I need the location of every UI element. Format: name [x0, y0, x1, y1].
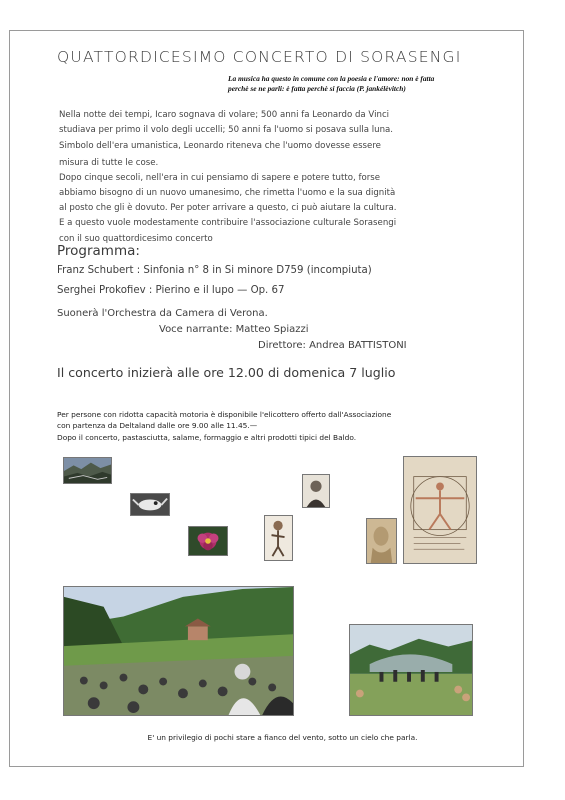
composer-portrait: [302, 474, 330, 508]
programma-item-schubert: Franz Schubert : Sinfonia n° 8 in Si minore D759 (incompiuta): [57, 265, 372, 276]
concert-crowd-meadow-photo: [63, 586, 294, 716]
intro-line: E a questo vuole modestamente contribuire l'associazione culturale Sorasengi: [59, 218, 397, 229]
programma-item-prokofiev: Serghei Prokofiev : Pierino e il lupo — Op. 67: [57, 285, 285, 296]
epigraph-quote: [228, 74, 468, 94]
leonardo-sketch: [366, 518, 397, 564]
intro-line: al posto che gli è dovuto. Per poter arrivare a questo, ci può aiutare la cultura.: [59, 203, 397, 214]
vitruvian-man-drawing: [403, 456, 477, 564]
pierino-wolf-drawing: [264, 515, 293, 561]
practical-info: [57, 409, 391, 443]
info-line: con partenza da Deltaland dalle ore 9.00 alle 11.45.—: [57, 421, 258, 431]
conductor-line: Direttore: Andrea BATTISTONI: [258, 340, 407, 351]
programma-heading: Programma:: [57, 243, 140, 259]
intro-line: misura di tutte le cose.: [59, 157, 159, 168]
intro-line: Nella notte dei tempi, Icaro sognava di volare; 500 anni fa Leonardo da Vinci: [59, 110, 390, 120]
info-line: Dopo il concerto, pastasciutta, salame, formaggio e altri prodotti tipici del Baldo.: [57, 432, 357, 442]
flower-photo: [188, 526, 228, 556]
info-line: Per persone con ridotta capacità motoria è disponibile l'elicottero offerto dall'Associazione: [57, 410, 392, 419]
mountain-landscape-photo: [63, 457, 112, 484]
intro-line: con il suo quattordicesimo concerto: [59, 233, 213, 244]
intro-line: abbiamo bisogno di un nuovo umanesimo, che rimetta l'uomo e la sua dignità: [59, 188, 396, 199]
concert-start-time: Il concerto inizierà alle ore 12.00 di domenica 7 luglio: [57, 365, 396, 380]
narrator-line: Voce narrante: Matteo Spiazzi: [159, 324, 309, 335]
bird-photo: [130, 493, 170, 516]
closing-line: E' un privilegio di pochi stare a fianco del vento, sotto un cielo che parla.: [147, 733, 418, 742]
orchestra-line: Suonerà l'Orchestra da Camera di Verona.: [57, 308, 268, 319]
orchestra-stage-photo: [349, 624, 473, 716]
quote-line: La musica ha questo in comune con la poesia e l'amore: non è fatta: [228, 74, 435, 83]
intro-text: [59, 108, 479, 247]
intro-line: Dopo cinque secoli, nell'era in cui pensiamo di sapere e potere tutto, forse: [59, 172, 381, 183]
intro-line: studiava per primo il volo degli uccelli; 50 anni fa l'uomo si posava sulla luna.: [59, 125, 394, 136]
intro-line: Simbolo dell'era umanistica, Leonardo riteneva che l'uomo dovesse essere: [59, 141, 381, 152]
quote-line: perchè se ne parli: è fatta perchè si faccia (P. jankélèvitch): [228, 84, 406, 93]
page-title: QUATTORDICESIMO CONCERTO DI SORASENGI: [57, 48, 462, 66]
